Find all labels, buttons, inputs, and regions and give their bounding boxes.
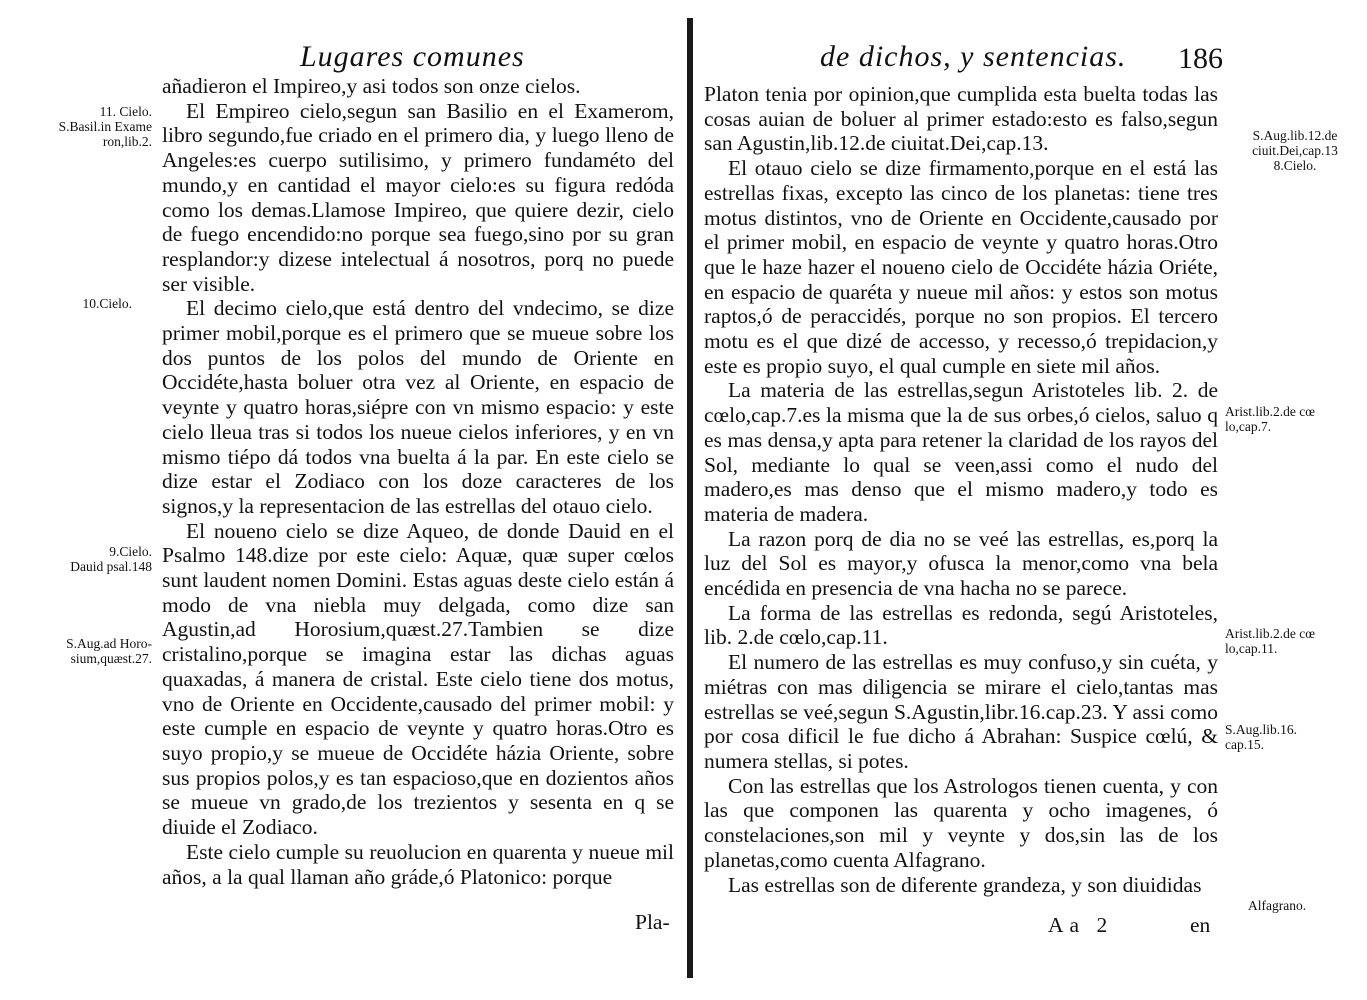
right-paragraph: El otauo cielo se dize firmamento,porque en el está las estrellas fixas, excepto las cinco de los planetas: tiene tres motus distintos, vno de Oriente en Occidente,causado por el primer mobil, en espacio de veynte y quatro horas.Otro que le haze hazer el noueno cielo de Occidéte házia Oriéte, en espacio de quaréta y nueue mil años: y estos son motus raptos,ó de peraccidés, porque no son propios. El tercero motu es el que dizé de accesso, y recesso,ó trepidacion,y este es propio suyo, el qual cumple en siete mil años. (704, 156, 1218, 378)
right-marginal-note: Arist.lib.2.de cœ lo,cap.11. (1225, 626, 1315, 656)
right-paragraph: La forma de las estrellas es redonda, segú Aristoteles, lib. 2.de cœlo,cap.11. (704, 600, 1218, 650)
left-marginal-note: 11. Cielo. S.Basil.in Exame ron,lib.2. (58, 104, 152, 149)
left-marginal-note: 10.Cielo. (82, 296, 132, 311)
right-marginal-note: Arist.lib.2.de cœ lo,cap.7. (1225, 404, 1315, 434)
left-paragraph: El Empireo cielo,segun san Basilio en el Examerom, libro segundo,fue criado en el primero dia, y luego lleno de Angeles:es cuerpo sutilisimo, y primero fundaméto del mundo,y en cantidad el mayor cielo:es su figura redóda como los demas.Llamose Impireo, que quiere dezir, cielo de fuego encendido:no porque sea fuego,sino por su gran resplandor:y dizese intelectual á nosotros, porq no puede ser visible. (162, 98, 674, 296)
left-paragraph: Este cielo cumple su reuolucion en quarenta y nueue mil años, a la qual llaman año gráde,ó Platonico: porque (162, 839, 674, 889)
left-marginal-note: 9.Cielo. Dauid psal.148 (70, 544, 152, 574)
left-marginal-note: S.Aug.ad Horo- sium,quæst.27. (66, 636, 152, 666)
right-paragraph: La razon porq de dia no se veé las estrellas, es,porq la luz del Sol es mayor,y ofusca la menor,como vna bela encédida en presencia de vna hacha no se parece. (704, 526, 1218, 601)
right-marginal-note: S.Aug.lib.12.de ciuit.Dei,cap.13 8.Cielo. (1252, 128, 1338, 173)
left-paragraph: El noueno cielo se dize Aqueo, de donde Dauid en el Psalmo 148.dize por este cielo: Aquæ, quæ super cœlos sunt laudent nomen Domini. Estas aguas deste cielo están á modo de vna niebla muy delgada, como dize san Agustin,ad Horosium,quæst.27.Tambien se dize cristalino,porque se imagina estar las dichas aguas quaxadas, á manera de cristal. Este cielo tiene dos motus, vno de Oriente en Occidente,causado del primer mobil: y este cumple en espacio de veynte y quatro horas.Otro es suyo propio,y se mueue de Occidéte házia Oriente, sobre sus propios polos,y es tan espacioso,que en dozientos años se mueue vn grado,de los trezientos y sesenta en q se diuide el Zodiaco. (162, 518, 674, 840)
right-page (700, 0, 1367, 1000)
right-running-head: de dichos, y sentencias. (820, 40, 1127, 73)
left-text-block (162, 74, 674, 889)
right-catchword: en (1190, 913, 1211, 937)
right-marginal-note: S.Aug.lib.16. cap.15. (1225, 722, 1298, 752)
left-paragraph: añadieron el Impireo,y asi todos son onze cielos. (162, 74, 581, 98)
left-running-head: Lugares comunes (300, 40, 525, 73)
right-paragraph: Platon tenia por opinion,que cumplida esta buelta todas las cosas auian de boluer al primer estado:esto es falso,segun san Agustin,lib.12.de ciuitat.Dei,cap.13. (704, 82, 1218, 156)
book-gutter (687, 18, 693, 978)
right-paragraph: La materia de las estrellas,segun Aristoteles lib. 2. de cœlo,cap.7.es la misma que la de sus orbes,ó cielos, saluo q es mas densa,y apta para retener la claridad de los rayos del Sol, mediante lo qual se veen,assi como el nudo del madero,es mas denso que el mismo madero,y todo es materia de madera. (704, 378, 1218, 526)
signature-mark: Aa 2 (1048, 913, 1114, 937)
right-paragraph: Con las estrellas que los Astrologos tienen cuenta, y con las que componen las quarenta y ocho imagenes, ó constelaciones,son mil y veynte y dos,sin las de los planetas,como cuenta Alfagrano. (704, 773, 1218, 872)
left-catchword: Pla- (635, 910, 670, 934)
right-marginal-note: Alfagrano. (1248, 898, 1307, 913)
right-paragraph: Las estrellas son de diferente grandeza, y son diuididas (728, 872, 1202, 897)
right-paragraph: El numero de las estrellas es muy confuso,y sin cuéta, y miétras con mas diligencia se mirare el cielo,tantas mas estrellas se veé,segun S.Agustin,libr.16.cap.23. Y assi como por cosa dificil le fue dicho á Abrahan: Suspice cœlú, & numera stellas, si potes. (704, 650, 1218, 773)
page-number: 186 (1178, 42, 1223, 75)
left-paragraph: El decimo cielo,que está dentro del vndecimo, se dize primer mobil,porque es el primero que se mueue sobre los dos puntos de los polos del mundo de Oriente en Occidéte,hasta boluer otra vez al Oriente, en espacio de veynte y quatro horas,siépre con vn mismo espacio: y este cielo lleua tras si todos los nueue cielos inferiores, y en vn mismo tiépo dá todos vna buelta á la par. En este cielo se dize estar el Zodiaco con los doze caracteres de los signos,y la representacion de las estrellas del otauo cielo. (162, 296, 674, 518)
right-text-block (704, 82, 1218, 897)
